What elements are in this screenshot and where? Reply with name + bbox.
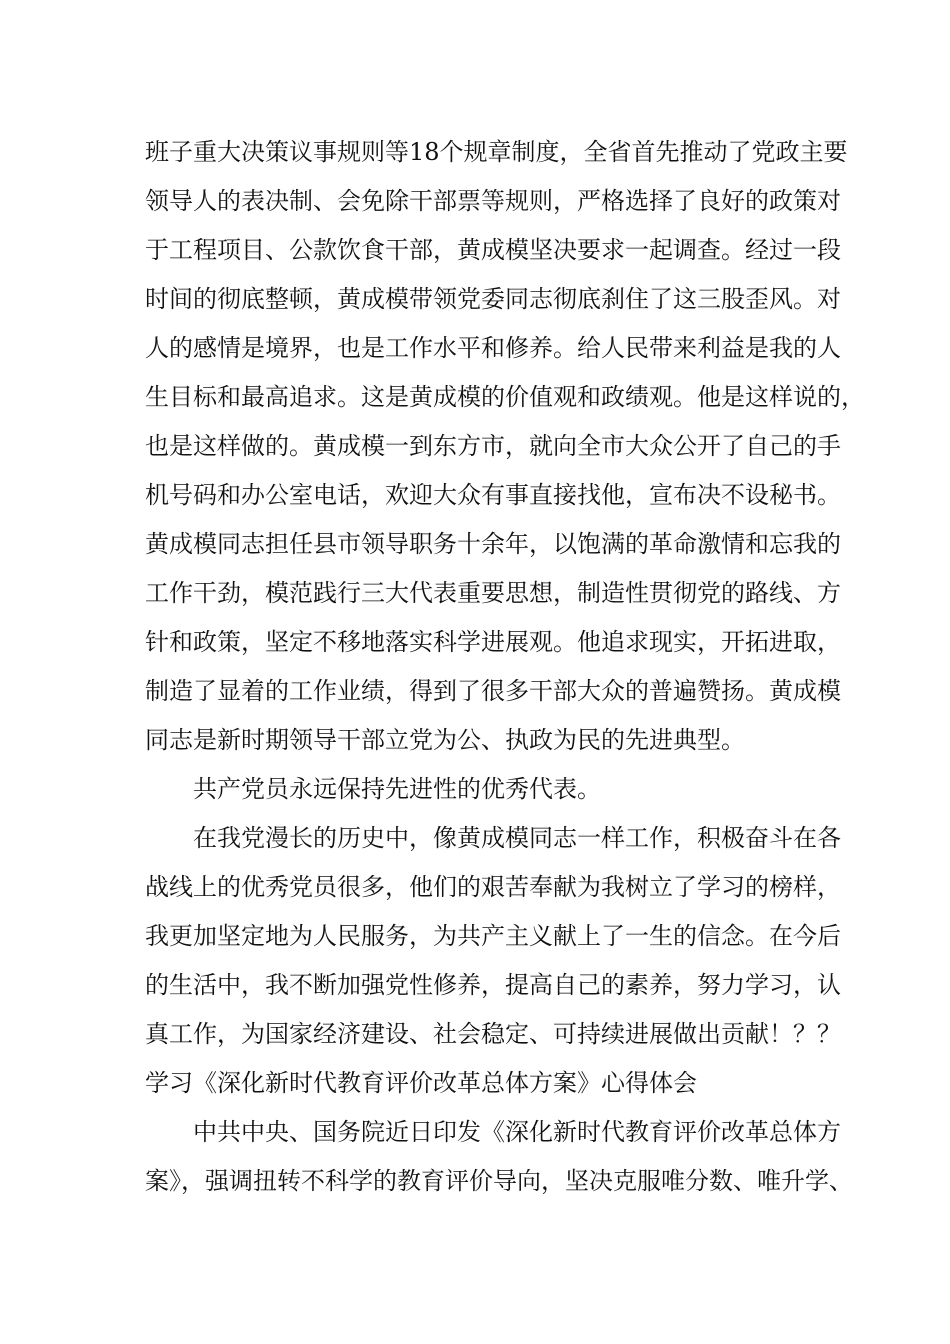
paragraph-heading: 共产党员永远保持先进性的优秀代表。 [193,775,601,803]
text-line: 也是这样做的。黄成模一到东方市，就向全市大众公开了自己的手 [145,432,841,460]
text-line: 班子重大决策议事规则等18个规章制度，全省首先推动了党政主要 [145,138,848,166]
text-line: 战线上的优秀党员很多，他们的艰苦奉献为我树立了学习的榜样， [145,873,841,901]
text-line: 我更加坚定地为人民服务，为共产主义献上了一生的信念。在今后 [145,922,841,950]
text-line: 时间的彻底整顿，黄成模带领党委同志彻底刹住了这三股歪风。对 [145,285,841,313]
text-line: 案》，强调扭转不科学的教育评价导向，坚决克服唯分数、唯升学、 [145,1167,853,1195]
text-line: 机号码和办公室电话，欢迎大众有事直接找他，宣布决不设秘书。 [145,481,841,509]
text-line: 的生活中，我不断加强党性修养，提高自己的素养，努力学习，认 [145,971,841,999]
text-line: 工作干劲，模范践行三大代表重要思想，制造性贯彻党的路线、方 [145,579,841,607]
text-line: 制造了显着的工作业绩，得到了很多干部大众的普遍赞扬。黄成模 [145,677,841,705]
text-line: 针和政策，坚定不移地落实科学进展观。他追求现实，开拓进取， [145,628,841,656]
text-line: 黄成模同志担任县市领导职务十余年，以饱满的革命激情和忘我的 [145,530,841,558]
text-line: 同志是新时期领导干部立党为公、执政为民的先进典型。 [145,726,745,754]
text-line: 中共中央、国务院近日印发《深化新时代教育评价改革总体方 [193,1118,841,1146]
text-line: 领导人的表决制、会免除干部票等规则，严格选择了良好的政策对 [145,187,841,215]
text-line: 在我党漫长的历史中，像黄成模同志一样工作，积极奋斗在各 [193,824,841,852]
text-line: 生目标和最高追求。这是黄成模的价值观和政绩观。他是这样说的， [145,383,865,411]
text-line: 人的感情是境界，也是工作水平和修养。给人民带来利益是我的人 [145,334,841,362]
text-line: 于工程项目、公款饮食干部，黄成模坚决要求一起调查。经过一段 [145,236,841,264]
section-title: 学习《深化新时代教育评价改革总体方案》心得体会 [145,1069,697,1097]
text-line: 真工作，为国家经济建设、社会稳定、可持续进展做出贡献！？？ [145,1020,841,1048]
